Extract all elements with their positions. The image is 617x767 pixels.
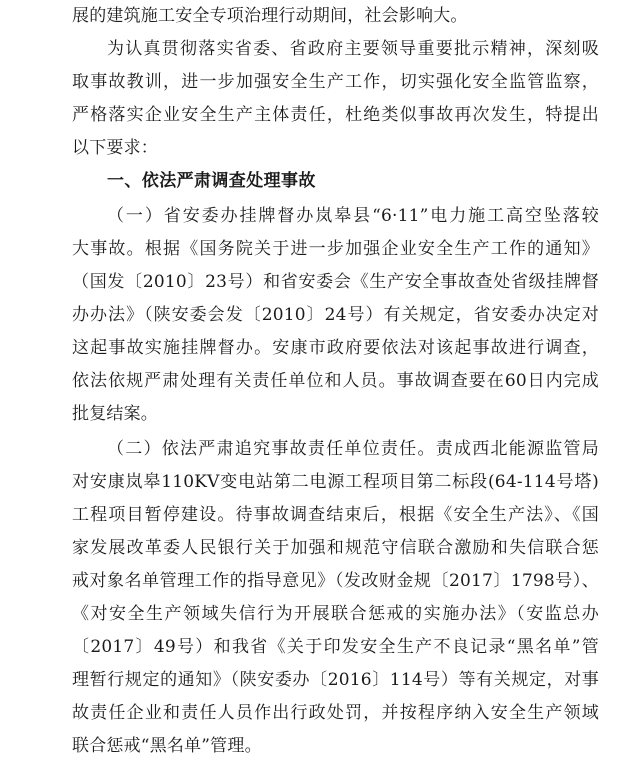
item-two-line-8: 理暂行规定的通知》（陕安委办〔2016〕114号）等有关规定，对事: [72, 670, 599, 690]
paragraph-intro-line-1: 为认真贯彻落实省委、省政府主要领导重要批示精神，深刻吸: [107, 39, 599, 59]
item-one-line-5: 这起事故实施挂牌督办。安康市政府要依法对该起事故进行调查，: [72, 338, 599, 358]
item-one-line-6: 依法依规严肃处理有关责任单位和人员。事故调查要在60日内完成: [72, 371, 599, 391]
item-two-line-5: 戒对象名单管理工作的指导意见》（发改财金规〔2017〕1798号）、: [72, 571, 599, 591]
item-two-line-6: 《对安全生产领域失信行为开展联合惩戒的实施办法》（安监总办: [72, 604, 599, 624]
item-two-line-7: 〔2017〕49号）和我省《关于印发安全生产不良记录“黑名单”管: [72, 637, 599, 657]
item-one-line-7: 批复结案。: [72, 404, 158, 424]
item-one-line-3: （国发〔2010〕23号）和省安委会《生产安全事故查处省级挂牌督: [72, 272, 599, 292]
item-one-line-2: 大事故。根据《国务院关于进一步加强企业安全生产工作的通知》: [72, 239, 599, 259]
paragraph-intro-line-2: 取事故教训，进一步加强安全生产工作，切实强化安全监管监察，: [72, 72, 599, 92]
item-two-line-9: 故责任企业和责任人员作出行政处罚，并按程序纳入安全生产领域: [72, 703, 599, 723]
item-one-line-4: 办办法》（陕安委会发〔2010〕24号）有关规定，省安委办决定对: [72, 305, 599, 325]
item-two-line-4: 家发展改革委人民银行关于加强和规范守信联合激励和失信联合惩: [72, 538, 599, 558]
item-two-line-10: 联合惩戒“黑名单”管理。: [72, 736, 262, 756]
item-two-line-2: 对安康岚皋110KV变电站第二电源工程项目第二标段(64-114号塔): [72, 472, 599, 492]
item-two-line-1: （二）依法严肃追究事故责任单位责任。责成西北能源监管局: [107, 439, 599, 459]
section-heading: 一、依法严肃调查处理事故: [107, 171, 316, 191]
item-two-line-3: 工程项目暂停建设。待事故调查结束后，根据《安全生产法》、《国: [72, 505, 599, 525]
paragraph-intro-line-3: 严格落实企业安全生产主体责任，杜绝类似事故再次发生，特提出: [72, 105, 599, 125]
paragraph-intro-line-4: 以下要求：: [72, 138, 158, 158]
text-line-1: 展的建筑施工安全专项治理行动期间，社会影响大。: [72, 6, 468, 26]
item-one-line-1: （一）省安委办挂牌督办岚皋县“6·11”电力施工高空坠落较: [107, 206, 599, 226]
